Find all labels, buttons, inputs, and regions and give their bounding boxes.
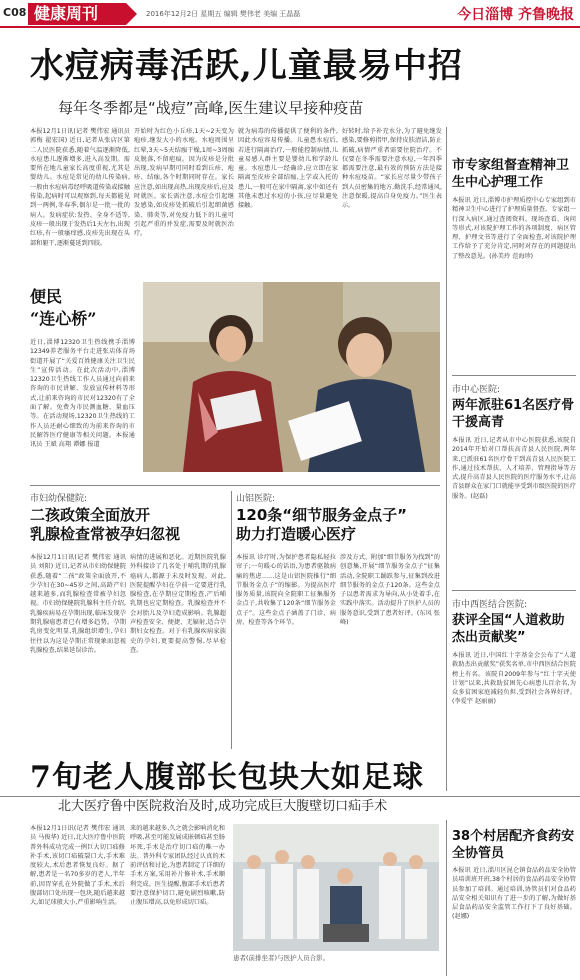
shan-title: 120条“细节服务金点子” 助力打造暖心医疗 [236,506,408,543]
xiehui-title: 38个村居配齐食药安全协管员 [452,829,575,861]
section-rule [30,485,440,486]
rc-rule-2 [452,590,576,591]
rc-rule-1 [452,375,576,376]
hulian-body: 本报讯 近日,淄博市护理质控中心专家组到市精神卫生中心进行了护理质量督查。专家组一行深入病区,通过查阅资料、现场查看、询问等形式,对该院护理工作的各项制度、病区管理、护理文书等进行了全面检查,对该院护理工作给予了充分肯定,同时对存在的问题提出了整改意见。(孙美玲 范海珍) [452,197,576,260]
fuyou-col1: 本报12月1日讯(记者 樊伟宏 通讯员 刘阳) 近日,记者从市妇幼保健院获悉,随着“二孩”政策全面放开,不少孕妇在30~45岁之间,高龄产妇越来越多,而乳腺检查常被孕妇忽视。市妇幼保健院乳腺科主任介绍,乳腺疾病易在孕期出现,临床发现孕期乳腺癌患者已有增多趋势。孕期乳房变化明显,乳腺组织增生,孕妇往往以为这是孕期正常现象而忽视乳腺检查,结果延误诊治。 [30,554,126,654]
shan-col1: 本报讯 诊疗时,为保护患者隐私轻拉帘子;一句暖心的话语,为患者驱散病痛的焦虑……这是山铝医院推行“细节服务金点子”的缩影。为提高医疗服务质量,该院向全院职工征集服务金点子,共收集了120条“细节服务金点子”。这些金点子涵盖了门诊、病房、检查等各个环节。 [236,554,336,627]
bottom-divider [446,820,447,976]
shan-kicker: 山铝医院: [236,494,276,504]
sidebar-title: 便民 “连心桥” [30,287,97,328]
masthead [0,0,580,28]
hulian-title: 市专家组督查精神卫生中心护理工作 [452,158,570,190]
issue-meta: 2016年12月2日 星期五 编辑 樊伟老 美编 王晶磊 [146,10,301,18]
second-headline: 7旬老人腹部长包块大如足球 [30,760,424,795]
health-event-photo [143,282,440,472]
zhongxin-title: 两年派驻61名医疗骨干援高青 [452,398,575,430]
main-subheadline: 每年冬季都是“战痘”高峰,医生建议早接种疫苗 [58,99,364,117]
xiehui-body: 本报讯 近日,淄川区昆仑镇食品药品安全协管员培训班开班,38个村居的食品药品安全协管员参加了培训。通过培训,协管员们对食品药品安全相关知识有了进一步的了解,为做好基层食品药品安全监管工作打下了良好基础。(赵娜) [452,867,576,921]
article-divider [231,491,232,749]
doctors-photo [233,824,439,951]
fuyou-kicker: 市妇幼保健院: [30,494,88,504]
fuyou-title: 二孩政策全面放开 乳腺检查常被孕妇忽视 [30,506,181,543]
zhongxin-kicker: 市中心医院: [452,385,501,395]
lead-article-col2: 开始时为红色小丘疹,1天~2天变为疱疹,继发大小的水疱。水疱周围呈红晕,3天~5天结痂干燥,1周~3周痂皮脱落,不留疤痕。因为皮疹是分批出现,发病早期可同时看到丘疹、疱疹、结痂,各个时期同时存在。家长应注意,如出现高热,出现皮疹后,应及时就医。家长需注意,水痘会引起继发感染,如皮疹处抓破后引起细菌感染、肺炎等,对免疫力低下的儿童可引起严重的并发症,需要及时就医治疗。 [134,128,234,238]
lead-article-col1: 本报12月1日讯(记者 樊伟宏 通讯员 郭梅 翟宏国) 近日,记者从张店区第二人民医院获悉,随着气温逐渐降低,水痘患儿逐渐增多,进入高发期。需要所在地儿童家长高度重视,尤其是婴幼儿。水痘是常见的幼儿传染病,一般由水痘病毒经呼吸道传染或接触传染,起病时可以观察到,每天都能见到一两例,冬春季,偶尔是一批一批的病人。发病症状:发热、全身不适等,皮疹一般出现于发热后1天左右,出现红疹,有一般瘙痒感,皮疹先出现在头部和躯干,逐渐蔓延到四肢。 [30,128,130,247]
photo-caption: 患者(前排坐者)与医护人员合影。 [233,954,330,962]
section-banner: 健康周刊 [28,3,126,25]
zhongxiyi-title: 获评全国“人道救助杰出贡献奖” [452,613,565,645]
banner-arrow-icon [126,3,137,25]
column-divider [446,127,447,791]
main-headline: 水痘病毒活跃,儿童最易中招 [30,46,463,86]
zhongxin-body: 本报讯 近日,记者从市中心医院获悉,该院自2014年开始对口帮扶高青县人民医院,两年来,已派驻61名医疗骨干到高青县人民医院工作,通过技术帮扶、人才培养、管理指导等方式,提升高青县人民医院的医疗服务水平,让高青县群众在家门口就能享受到市级医院的医疗服务。(赵磊) [452,437,576,500]
zhongxiyi-kicker: 市中西医结合医院: [452,600,528,610]
second-subheadline: 北大医疗鲁中医院救治及时,成功完成巨大腹壁切口疝手术 [58,799,388,814]
newspaper-logo: 今日淄博 齐鲁晚报 [457,7,574,23]
fuyou-col2: 病情的进展和恶化。近期医院乳腺外科接诊了几名处于哺乳期的乳腺癌病人,都源于未及时发现。对此,医院提醒孕妇在孕前一定要进行乳腺检查,在孕期应定期检查,产后哺乳期也应定期检查。乳腺检查并不会对胎儿及孕妇造成影响。乳腺超声检查安全、便捷、无辐射,适合孕期妇女检查。对于有乳腺疾病家族史的孕妇,更要提高警惕,尽早检查。 [130,554,226,654]
page-number: C08 [3,6,27,19]
lead-article-col3: 就为病毒的传播提供了便利的条件,因此水痘容易传播。儿童患水痘后,若进行隔离治疗,一般能控制病情,儿童易感人群主要是婴幼儿和学龄儿童。水痘患儿一经确诊,应立即在家隔离至皮疹全部结痂,上学或入托的患儿,一般可在家中隔离,家中如还有其他未患过水痘的小孩,应尽量避免接触。 [238,128,338,210]
lead-article-col4: 好转时,给予补充水分,为了避免继发感染,要修剪指甲,保持皮肤清洁,防止抓破,病情严重者需要住院治疗。不仅要在冬季需要注意水痘,一年四季都需要注意,最有效的预防方法是接种水痘疫苗。“家长应尽量少带孩子到人员密集的地方,勤洗手,经常通风,注意保暖,提高自身免疫力。”医生表示。 [342,128,442,210]
shan-col2: 涉及方式、附加“细节服务为找到”的创意集,开展“细节服务金点子”征集活动,全院职工踊跃参与,征集到改进细节服务的金点子120条。这些金点子以患者需求为导向,从小处着手,在实践中落实。活动提升了医护人员的服务意识,受到了患者好评。(东风 张峰) [340,554,440,627]
bottom-col2: 来的越来越多,久之就会影响消化和呼吸,甚至可能发展成嵌顿疝甚至肠坏死,手术是治疗切口疝的唯一办法。普外科专家团队经过认真的术前评估和讨论,为患者制定了详细的手术方案,采用补片修补术,手术顺利完成。医生提醒,腹部手术后患者要注意保护切口,避免剧烈咳嗽,防止腹压增高,以免形成切口疝。 [130,825,225,907]
bottom-col1: 本报12月1日讯(记者 樊伟宏 通讯员 马俊华) 近日,北大医疗鲁中医院普外科成功完成一例巨大切口疝修补手术,该切口疝破裂口大,手术难度较大,术后患者恢复良好。据了解,患者是一名70多岁的老人,半年前,因胃穿孔在外院做了手术,术后腹部切口处出现一包块,随后越来越大,如足球般大小,严重影响生活。 [30,825,125,907]
zhongxiyi-body: 本报讯 近日,中国红十字基金会公布了“人道救助杰出贡献奖”获奖名单,市中西医结合医院榜上有名。该院自2009年参与“红十字天使计划”以来,共救助贫困先心病患儿百余名,为众多贫困家庭减轻负担,受到社会各界好评。(李爱宇 赵丽丽) [452,652,576,706]
sidebar-body: 近日,淄博12320卫生热线携手淄博12349养老服务平台走进张店体育场街道开展了“关爱百姓健康关注卫生民生”宣传活动。在此次活动中,淄博12320卫生热线工作人员通过向前来咨询的市民讲解、发放宣传材料等形式,让前来咨询的市民对12320有了全面了解。免费为市民测血糖、量血压等。在活动现场,12320卫生热线的工作人员还耐心细致的为前来咨询的市民解答医疗健康等相关问题。本报通讯员 王斌 高翔 谭娜 报道 [30,339,135,449]
